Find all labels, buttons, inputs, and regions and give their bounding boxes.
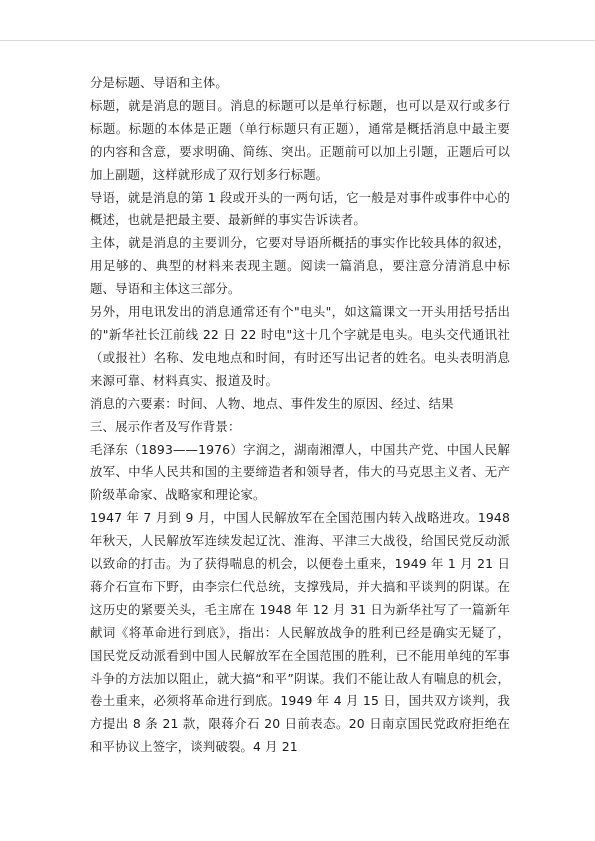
paragraph-structure-intro: 分是标题、导语和主体。 (90, 75, 228, 90)
section-heading-author-background: 三、展示作者及写作背景： (90, 418, 241, 434)
paragraph-dateline: 另外，用电讯发出的消息通常还有个"电头"，如这篇课文一开头用括号括出的"新华社长江前线 22 日 22 时电"这十几个字就是电头。电头交代通讯社（或报社）名称、发电地点和时间，有时还写出记者的姓名。电头表明消息来源可靠、材料真实、报道及时。 (90, 304, 510, 388)
paragraph-body: 主体，就是消息的主要训分，它要对导语所概括的事实作比较具体的叙述，用足够的、典型的材料来表现主题。阅读一篇消息，要注意分清消息中标题、导语和主体这三部分。 (90, 235, 510, 297)
paragraph-lead: 导语，就是消息的第 1 段或开头的一两句话，它一般是对事件或事件中心的概述，也就是把最主要、最新鲜的事实告诉读者。 (90, 189, 510, 228)
paragraph-six-elements: 消息的六要素：时间、人物、地点、事件发生的原因、经过、结果 (90, 395, 454, 411)
paragraph-historical-background: 1947 年 7 月到 9 月，中国人民解放军在全国范围内转入战略进攻。1948 年秋天，人民解放军连续发起辽沈、淮海、平津三大战役，给国民党反动派以致命的打击。为了获得喘息的机会，以便卷土重来，1949 年 1 月 21 日蒋介石宣布下野，由李宗仁代总统，支撑残局，并大搞和平谈判的阴谋。在这历史的紧要关头，毛主席在 1948 年 12 月 31 日为新华社写了一篇新年献词《将革命进行到底》，指出：人民解放战争的胜利已经是确实无疑了，国民党反动派看到中国人民解放军在全国范围的胜利，已不能用单纯的军事斗争的方法加以阻止，就大搞“和平”阴谋。我们不能让敌人有喘息的机会，卷土重来，必须将革命进行到底。1949 年 4 月 15 日，国共双方谈判，我方提出 8 条 21 款，限蒋介石 20 日前表态。20 日南京国民党政府拒绝在和平协议上签字，谈判破裂。4 月 21 (90, 510, 510, 755)
paragraph-headline: 标题，就是消息的题目。消息的标题可以是单行标题，也可以是双行或多行标题。标题的本体是正题（单行标题只有正题），通常是概括消息中最主要的内容和含意，要求明确、简练、突出。正题前可以加上引题，正题后可以加上副题，这样就形成了双行划多行标题。 (90, 97, 510, 182)
paragraph-author-bio: 毛泽东（1893——1976）字润之，湖南湘潭人，中国共产党、中国人民解放军、中华人民共和国的主要缔造者和领导者，伟大的马克思主义者、无产阶级革命家、战略家和理论家。 (90, 441, 510, 503)
document-body (90, 72, 510, 759)
header-rule (0, 40, 595, 41)
